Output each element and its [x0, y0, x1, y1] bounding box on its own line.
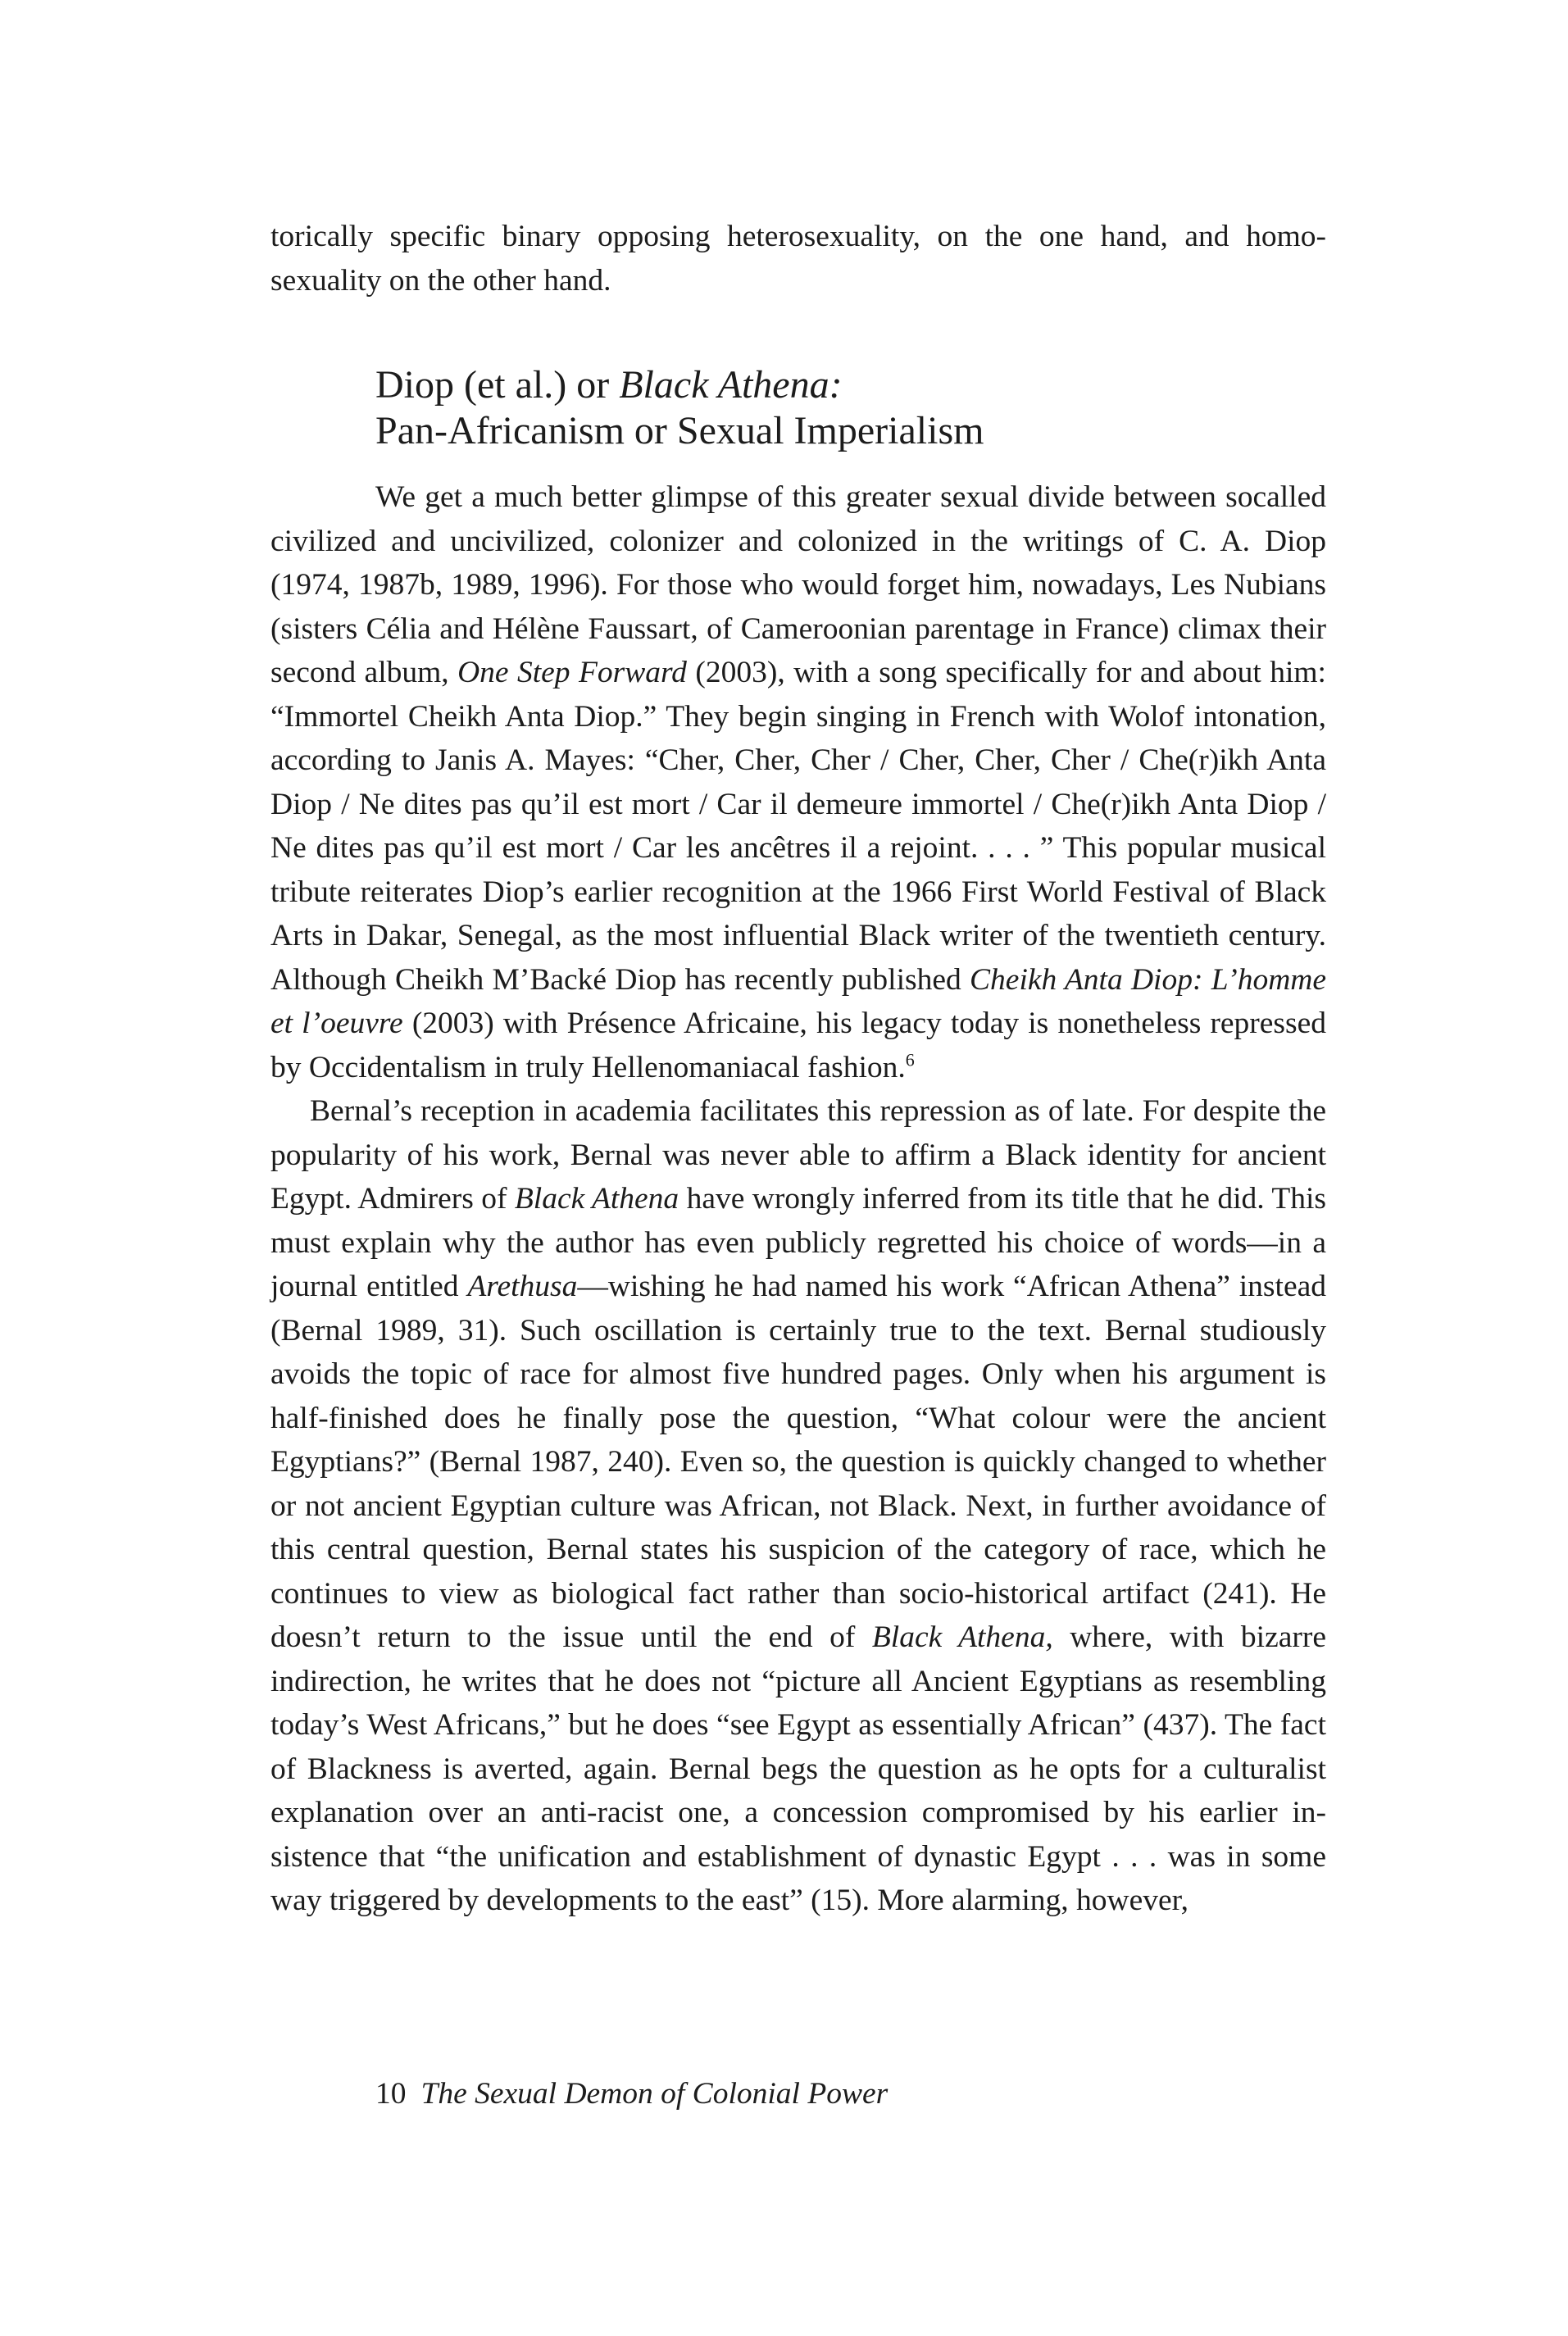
paragraph-1: We get a much better glimpse of this greater sexual divide between socalled civilized and uncivilized, colonizer and colonized in the writings of C. A. Diop (1974, 1987b, 1989, 1996). For those who would forget him, nowadays, Les Nubians (sisters Célia and Hélène Faussart, of Cameroonian parentage in France) climax their second album, One Step Forward (2003), with a song specifically for and about him: “Immortel Cheikh Anta Diop.” They begin singing in French with Wolof intonation, according to Janis A. Mayes: “Cher, Cher, Cher / Cher, Cher, Cher / Che(r)ikh Anta Diop / Ne dites pas qu’il est mort / Car il demeure immortel / Che(r)ikh Anta Diop / Ne dites pas qu’il est mort / Car les ancêtres il a rejoint. . . . ” This popular musical tribute reiterates Diop’s earlier recognition at the 1966 First World Festival of Black Arts in Dakar, Senegal, as the most influential Black writer of the twentieth century. Although Cheikh M’Backé Diop has recently published Cheikh Anta Diop: L’homme et l’oeuvre (2003) with Présence Africaine, his legacy today is nonetheless repressed by Occidentalism in truly Hellenomaniacal fashion.$^6$ [270, 480, 1326, 1084]
section-heading [375, 362, 984, 454]
paragraph-text: torically specific binary opposing heterosexuality, on the one hand, and homosexuality on the other hand. [270, 220, 1326, 298]
continued-paragraph [270, 215, 1326, 302]
journal-title: Arethusa [467, 1270, 578, 1303]
book-title: Cheikh Anta Diop: L’homme et l’oeuvre [270, 962, 1326, 1040]
book-title: Black Athena [514, 1182, 679, 1216]
heading-italic: Black Athena: [619, 363, 843, 407]
heading-line-1: Diop (et al.) or Black Athena: [375, 363, 843, 407]
paragraph-2: Bernal’s reception in academia facilitates this repression as of late. For despite the popularity of his work, Bernal was never able to affirm a Black identity for ancient Egypt. Admirers of Black Athena have wrongly inferred from its title that he did. This must explain why the author has even publicly regretted his choice of words—in a journal entitled Arethusa—wishing he had named his work “African Athena” instead (Bernal 1989, 31). Such oscillation is certainly true to the text. Bernal studiously avoids the topic of race for almost five hundred pages. Only when his argument is half-finished does he finally pose the question, “What colour were the ancient Egyptians?” (Bernal 1987, 240). Even so, the question is quickly changed to whether or not ancient Egyptian culture was African, not Black. Next, in further avoidance of this central question, Bernal states his suspicion of the category of race, which he continues to view as biological fact rather than socio-historical artifact (241). He doesn’t return to the issue until the end of Black Athena, where, with bizarre indirection, he writes that he does not “picture all Ancient Egyptians as resembling today’s West Africans,” but he does “see Egypt as essentially African” (437). The fact of Blackness is averted, again. Bernal begs the question as he opts for a culturalist explanation over an anti-racist one, a concession compromised by his earlier insistence that “the unification and establishment of dynastic Egypt . . . was in some way triggered by developments to the east” (15). More alarming, however, [270, 1094, 1326, 1917]
page-footer [375, 2074, 888, 2115]
album-title: One Step Forward [457, 656, 687, 689]
heading-line-2: Pan-Africanism or Sexual Imperialism [375, 409, 984, 452]
footnote-ref[interactable]: 6 [905, 1049, 915, 1070]
running-title: The Sexual Demon of Colonial Power [420, 2077, 889, 2111]
page-number: 10 [375, 2077, 407, 2111]
body-text [270, 475, 1326, 1923]
book-title: Black Athena, [871, 1620, 1053, 1654]
